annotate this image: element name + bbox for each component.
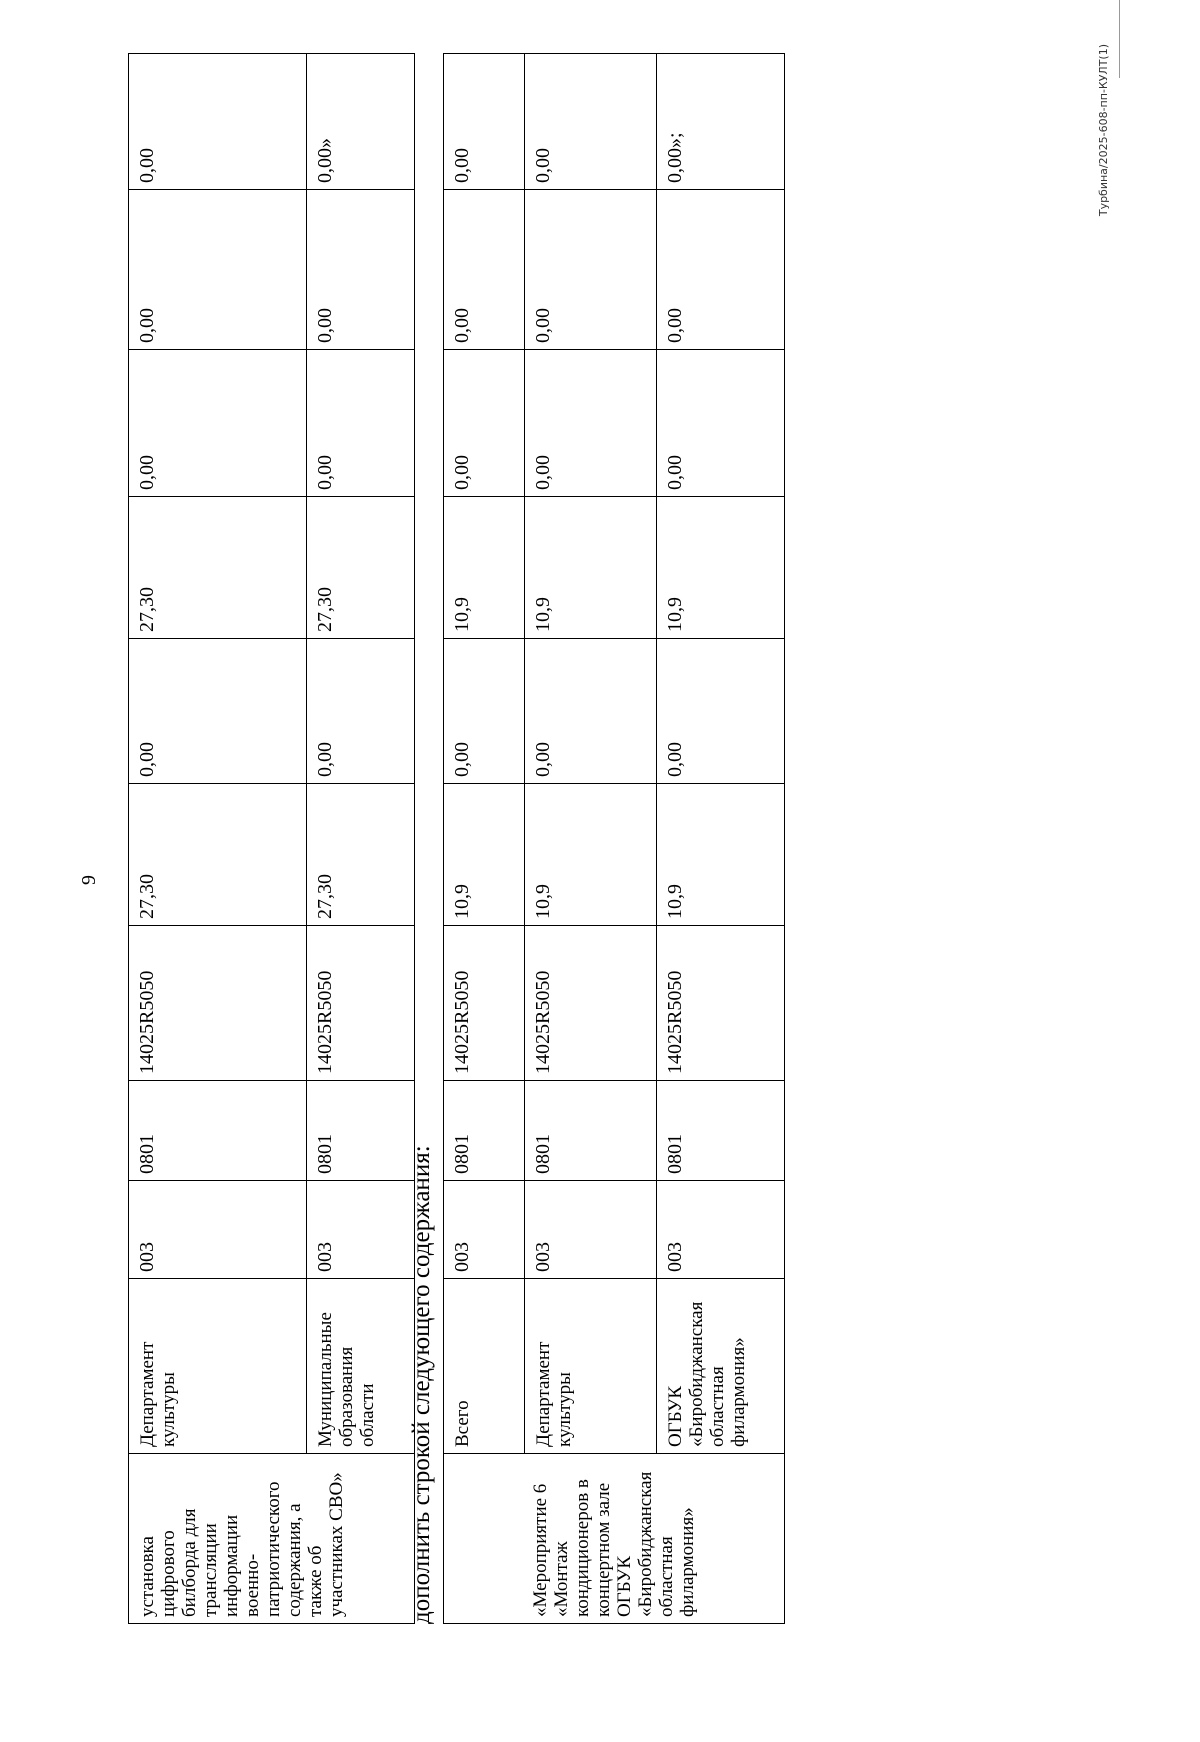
grbs-cell: 003 [657,1181,785,1279]
value-cell: 0,00 [657,190,785,350]
recipient-cell: ОГБУК «Биробиджанская областная филармония» [657,1279,785,1454]
value-cell: 10,9 [444,784,525,926]
value-cell: 0,00»; [657,54,785,190]
csr-cell: 14025R5050 [657,926,785,1081]
measure-description: «Мероприятие 6 «Монтаж кондиционеров в концертном зале ОГБУК «Биробиджанская областная филармония» [444,1454,785,1624]
value-cell: 0,00 [525,350,657,497]
table-row [129,54,307,1624]
margin-rule [1119,0,1120,78]
table-row [525,54,657,1624]
value-cell: 0,00 [525,190,657,350]
value-cell: 0,00 [307,639,415,784]
budget-table-1 [128,53,415,1624]
csr-cell: 14025R5050 [444,926,525,1081]
value-cell: 27,30 [129,784,307,926]
value-cell: 0,00 [307,350,415,497]
value-cell: 10,9 [657,497,785,639]
value-cell: 0,00 [444,54,525,190]
budget-table-2 [443,53,785,1624]
page-number: 9 [78,875,100,885]
rzpr-cell: 0801 [444,1081,525,1181]
value-cell: 10,9 [525,497,657,639]
rzpr-cell: 0801 [129,1081,307,1181]
value-cell: 0,00 [444,190,525,350]
value-cell: 27,30 [307,497,415,639]
value-cell: 0,00» [307,54,415,190]
value-cell: 27,30 [129,497,307,639]
value-cell: 0,00 [657,350,785,497]
rzpr-cell: 0801 [525,1081,657,1181]
value-cell: 0,00 [444,350,525,497]
value-cell: 10,9 [525,784,657,926]
value-cell: 0,00 [307,190,415,350]
rzpr-cell: 0801 [307,1081,415,1181]
csr-cell: 14025R5050 [525,926,657,1081]
csr-cell: 14025R5050 [307,926,415,1081]
value-cell: 0,00 [129,350,307,497]
recipient-cell: Муниципальные образования области [307,1279,415,1454]
rzpr-cell: 0801 [657,1081,785,1181]
table-row [657,54,785,1624]
value-cell: 27,30 [307,784,415,926]
grbs-cell: 003 [307,1181,415,1279]
value-cell: 0,00 [525,54,657,190]
value-cell: 10,9 [657,784,785,926]
value-cell: 10,9 [444,497,525,639]
table-row [444,54,525,1624]
footer-reference: Турбина/2025-608-пп-КУЛТ(1) [1097,44,1110,217]
value-cell: 0,00 [657,639,785,784]
grbs-cell: 003 [444,1181,525,1279]
recipient-cell: Департамент культуры [129,1279,307,1454]
value-cell: 0,00 [444,639,525,784]
table-row [307,54,415,1624]
recipient-cell: Департамент культуры [525,1279,657,1454]
recipient-cell: Всего [444,1279,525,1454]
grbs-cell: 003 [525,1181,657,1279]
value-cell: 0,00 [129,54,307,190]
insertion-instruction: дополнить строкой следующего содержания: [408,1145,435,1624]
measure-description: установка цифрового билборда для трансляции информации военно-патриотического содержания, а также об участниках СВО» [129,1454,415,1624]
value-cell: 0,00 [525,639,657,784]
value-cell: 0,00 [129,639,307,784]
csr-cell: 14025R5050 [129,926,307,1081]
value-cell: 0,00 [129,190,307,350]
grbs-cell: 003 [129,1181,307,1279]
